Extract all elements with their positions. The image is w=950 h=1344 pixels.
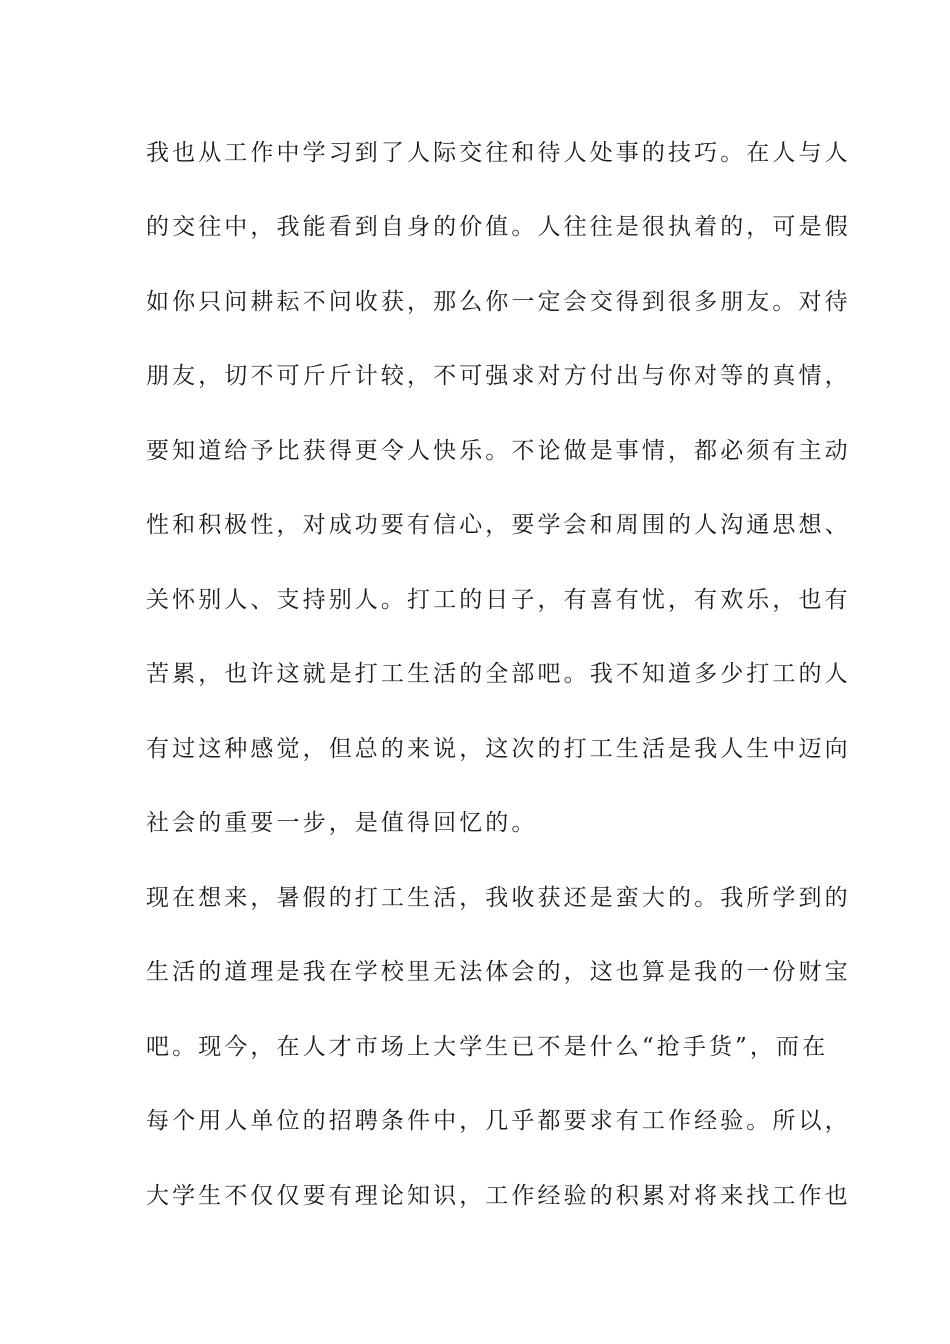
text-line: 的交往中，我能看到自身的价值。人往往是很执着的，可是假 — [146, 214, 851, 240]
text-line: 关怀别人、支持别人。打工的日子，有喜有忧，有欢乐，也有 — [146, 587, 851, 613]
text-line: 要知道给予比获得更令人快乐。不论做是事情，都必须有主动 — [146, 438, 851, 464]
text-line: 朋友，切不可斤斤计较，不可强求对方付出与你对等的真情， — [146, 363, 851, 389]
text-line: 现在想来，暑假的打工生活，我收获还是蛮大的。我所学到的 — [146, 885, 851, 911]
text-line: 吧。现今，在人才市场上大学生已不是什么“抢手货”，而在 — [146, 1034, 829, 1060]
text-line: 每个用人单位的招聘条件中，几乎都要求有工作经验。所以， — [146, 1108, 851, 1134]
text-line: 社会的重要一步，是值得回忆的。 — [146, 810, 538, 836]
text-line: 生活的道理是我在学校里无法体会的，这也算是我的一份财宝 — [146, 959, 851, 985]
text-line: 性和积极性，对成功要有信心，要学会和周围的人沟通思想、 — [146, 512, 851, 538]
text-line: 我也从工作中学习到了人际交往和待人处事的技巧。在人与人 — [146, 140, 851, 166]
text-line: 有过这种感觉，但总的来说，这次的打工生活是我人生中迈向 — [146, 736, 851, 762]
text-line: 如你只问耕耘不问收获，那么你一定会交得到很多朋友。对待 — [146, 289, 851, 315]
text-line: 苦累，也许这就是打工生活的全部吧。我不知道多少打工的人 — [146, 661, 851, 687]
text-line: 大学生不仅仅要有理论知识，工作经验的积累对将来找工作也 — [146, 1183, 851, 1209]
